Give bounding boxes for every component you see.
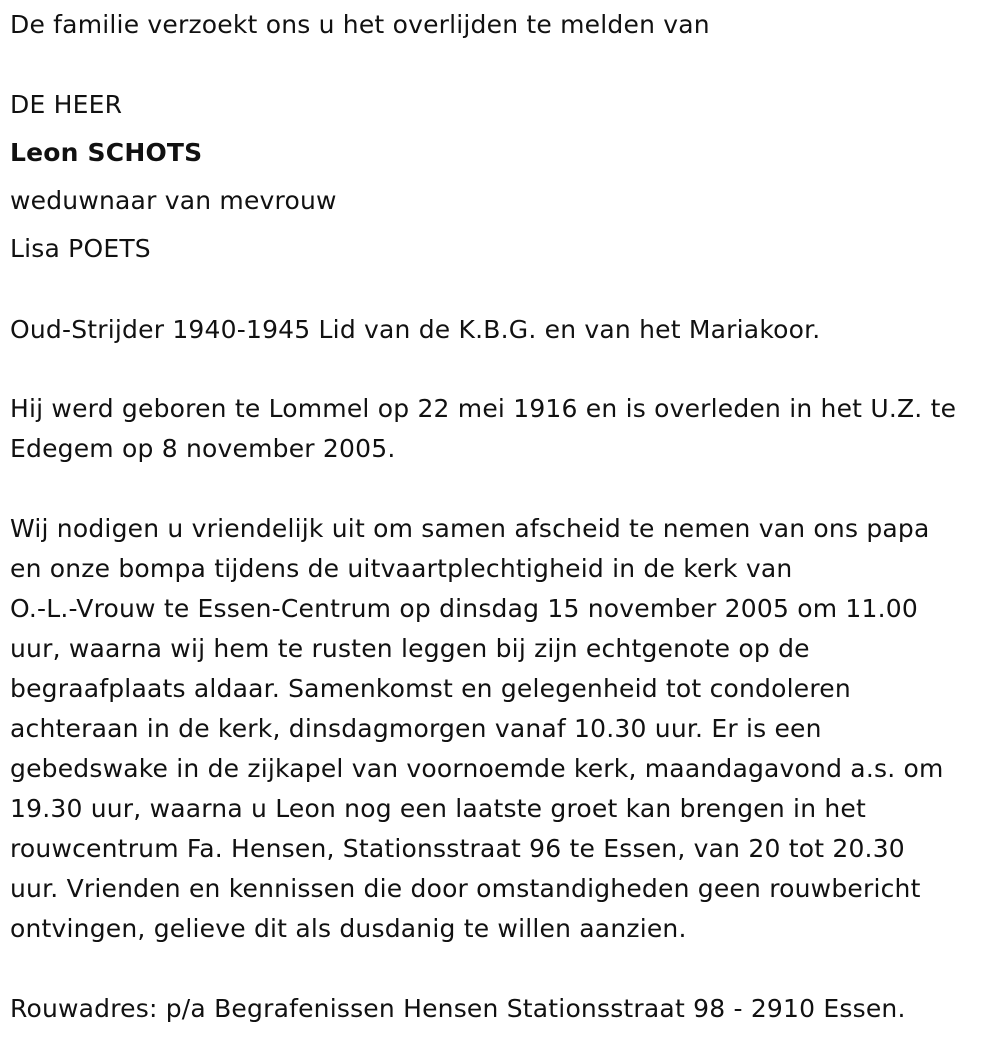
invitation-line: Wij nodigen u vriendelijk uit om samen afscheid te nemen van ons papa (10, 514, 930, 543)
invitation-line: en onze bompa tijdens de uitvaartplechtigheid in de kerk van (10, 554, 793, 583)
intro-text: De familie verzoekt ons u het overlijden te melden van (10, 10, 710, 39)
relation-text: weduwnaar van mevrouw (10, 186, 337, 215)
invitation-line: gebedswake in de zijkapel van voornoemde kerk, maandagavond a.s. om (10, 754, 944, 783)
spouse-name: Lisa POETS (10, 234, 151, 263)
deceased-name: Leon SCHOTS (10, 138, 203, 167)
invitation-line: begraafplaats aldaar. Samenkomst en gelegenheid tot condoleren (10, 674, 851, 703)
invitation-line: O.-L.-Vrouw te Essen-Centrum op dinsdag 15 november 2005 om 11.00 (10, 594, 918, 623)
mourning-address: Rouwadres: p/a Begrafenissen Hensen Stationsstraat 98 - 2910 Essen. (10, 994, 906, 1023)
invitation-line: achteraan in de kerk, dinsdagmorgen vanaf 10.30 uur. Er is een (10, 714, 822, 743)
invitation-line: 19.30 uur, waarna u Leon nog een laatste groet kan brengen in het (10, 794, 867, 823)
invitation-line: uur. Vrienden en kennissen die door omstandigheden geen rouwbericht (10, 874, 921, 903)
salutation: DE HEER (10, 90, 123, 119)
invitation-line: rouwcentrum Fa. Hensen, Stationsstraat 96 te Essen, van 20 tot 20.30 (10, 834, 905, 863)
birth-death-line: Edegem op 8 november 2005. (10, 434, 396, 463)
birth-death-line: Hij werd geboren te Lommel op 22 mei 1916 en is overleden in het U.Z. te (10, 394, 957, 423)
affiliations-text: Oud-Strijder 1940-1945 Lid van de K.B.G. en van het Mariakoor. (10, 315, 821, 344)
invitation-line: ontvingen, gelieve dit als dusdanig te willen aanzien. (10, 914, 687, 943)
invitation-line: uur, waarna wij hem te rusten leggen bij zijn echtgenote op de (10, 634, 810, 663)
